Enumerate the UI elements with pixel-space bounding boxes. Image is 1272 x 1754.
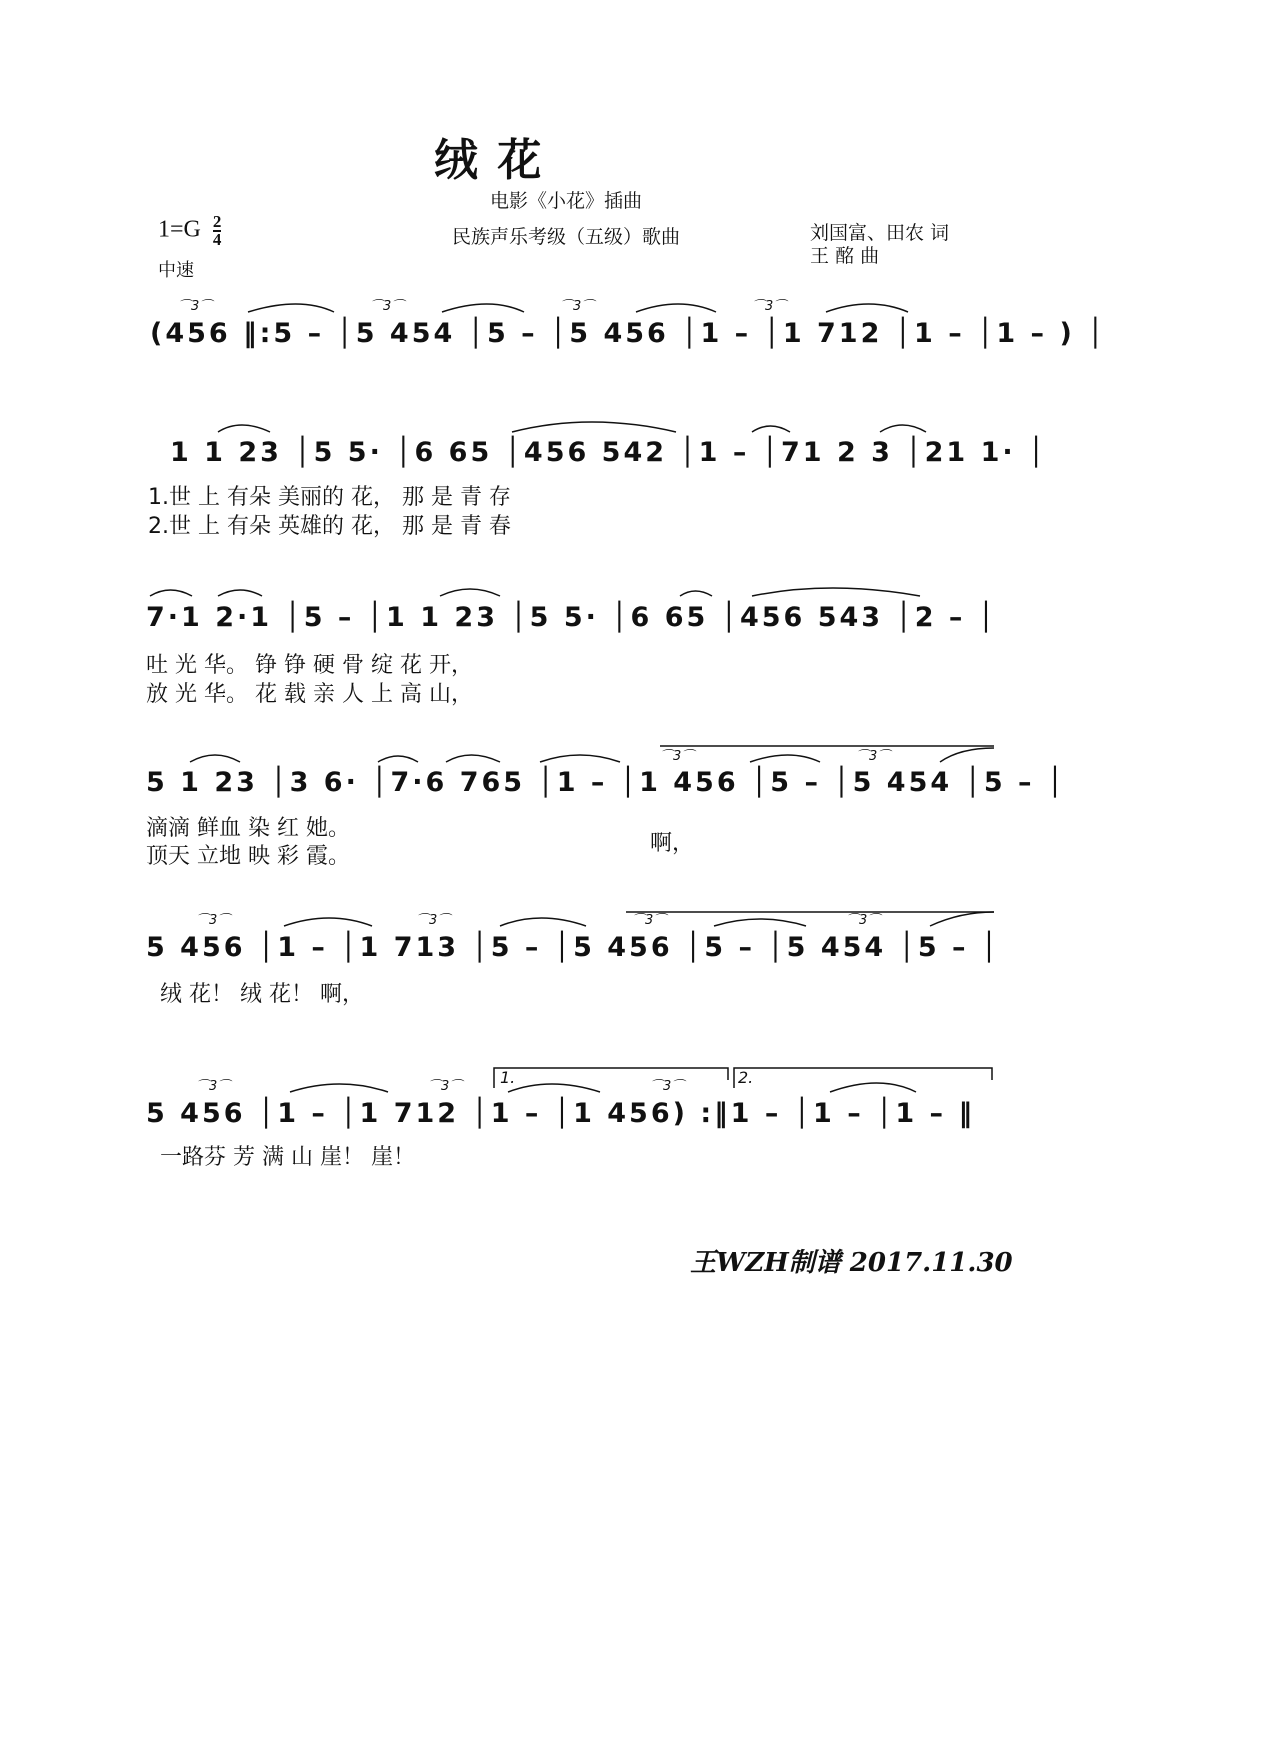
slur xyxy=(150,590,192,596)
slur xyxy=(540,755,620,762)
slur xyxy=(500,918,586,926)
triplet-mark: ⌒3⌒ xyxy=(370,299,405,314)
lyrics-line-6: 一路芬 芳 满 山 崖！ 崖！ xyxy=(160,1145,415,1170)
triplet-mark: ⌒3⌒ xyxy=(416,913,451,928)
slur xyxy=(378,756,418,762)
slur xyxy=(636,304,716,312)
slur xyxy=(508,1084,600,1092)
category-label: 民族声乐考级（五级）歌曲 xyxy=(452,226,681,248)
volta-2-label: 2. xyxy=(738,1068,754,1087)
time-sig-bottom: 4 xyxy=(212,230,222,249)
triplet-mark: ⌒3⌒ xyxy=(650,1079,685,1094)
slur xyxy=(218,590,262,596)
triplet-mark: ⌒3⌒ xyxy=(752,299,787,314)
triplet-marks xyxy=(178,299,893,1094)
song-title: 绒 花 xyxy=(434,135,544,186)
volta-1-label: 1. xyxy=(500,1068,516,1087)
slur xyxy=(880,425,926,432)
volta-2-bracket xyxy=(734,1068,992,1088)
slur xyxy=(752,588,920,596)
lyrics-line-3-verse-2: 放 光 华。 花 载 亲 人 上 高 山， xyxy=(146,682,473,707)
triplet-mark: ⌒3⌒ xyxy=(560,299,595,314)
triplet-mark: ⌒3⌒ xyxy=(660,749,695,764)
slur xyxy=(440,589,500,596)
triplet-mark: ⌒3⌒ xyxy=(846,913,881,928)
slur xyxy=(930,912,994,926)
slur xyxy=(512,422,676,432)
slur xyxy=(284,918,372,926)
subtitle: 电影《小花》插曲 xyxy=(490,190,643,212)
tempo-marking: 中速 xyxy=(158,260,194,281)
notation-line-4: 5 1 23 │3 6· │7·6 765 │1 – │1 456 │5 – │5 454 │5 – │ xyxy=(146,767,1067,798)
lyrics-line-4-verse-2: 顶天 立地 映 彩 霞。 xyxy=(146,844,350,869)
lyrics-line-4-verse-1: 滴滴 鲜血 染 红 她。 xyxy=(146,816,350,841)
slur xyxy=(830,1083,916,1092)
slur xyxy=(218,425,270,432)
slur xyxy=(750,755,820,762)
slur xyxy=(752,426,790,432)
triplet-mark: ⌒3⌒ xyxy=(856,749,891,764)
composer-credit: 王 酩 曲 xyxy=(810,245,880,267)
footer-signature: 王WZH制谱 2017.11.30 xyxy=(690,1248,1013,1278)
key-label: 1=G xyxy=(158,216,201,243)
lyrics-line-3-verse-1: 吐 光 华。 铮 铮 硬 骨 绽 花 开， xyxy=(146,653,473,678)
notation-line-2: 1 1 23 │5 5· │6 65 │456 542 │1 – │71 2 3 │21 1· │ xyxy=(170,437,1048,468)
notation-line-5: 5 456 │1 – │1 713 │5 – │5 456 │5 – │5 454 │5 – │ xyxy=(146,932,1001,963)
lyrics-line-2-verse-1: 1.世 上 有朵 美丽的 花， 那 是 青 存 xyxy=(148,485,511,510)
lyricist-credit: 刘国富、田农 词 xyxy=(810,222,950,244)
slur xyxy=(940,748,994,762)
slur xyxy=(190,755,240,762)
notation-line-1: (456 ‖:5 – │5 454 │5 – │5 456 │1 – │1 712 │1 – │1 – ) │ xyxy=(150,318,1107,349)
triplet-mark: ⌒3⌒ xyxy=(196,913,231,928)
volta-1-bracket xyxy=(494,1068,728,1088)
notation-line-6: 5 456 │1 – │1 712 │1 – │1 456) :‖1 – │1 – │1 – ‖ xyxy=(146,1098,975,1129)
notation-line-3: 7·1 2·1 │5 – │1 1 23 │5 5· │6 65 │456 543 │2 – │ xyxy=(146,602,998,633)
slur xyxy=(826,304,908,312)
triplet-mark: ⌒3⌒ xyxy=(178,299,213,314)
time-sig-top: 2 xyxy=(212,212,222,231)
slur xyxy=(680,591,712,596)
slur xyxy=(714,919,806,926)
lyrics-line-5: 绒 花！ 绒 花！ 啊， xyxy=(160,982,364,1007)
triplet-mark: ⌒3⌒ xyxy=(196,1079,231,1094)
slur xyxy=(442,304,524,312)
triplet-mark: ⌒3⌒ xyxy=(632,913,667,928)
slur xyxy=(446,755,500,762)
triplet-mark: ⌒3⌒ xyxy=(428,1079,463,1094)
lyrics-line-4-side: 啊， xyxy=(650,831,695,856)
slur xyxy=(290,1084,388,1092)
slurs xyxy=(150,304,994,1092)
lyrics-line-2-verse-2: 2.世 上 有朵 英雄的 花， 那 是 青 春 xyxy=(148,514,511,539)
slur xyxy=(248,304,334,312)
